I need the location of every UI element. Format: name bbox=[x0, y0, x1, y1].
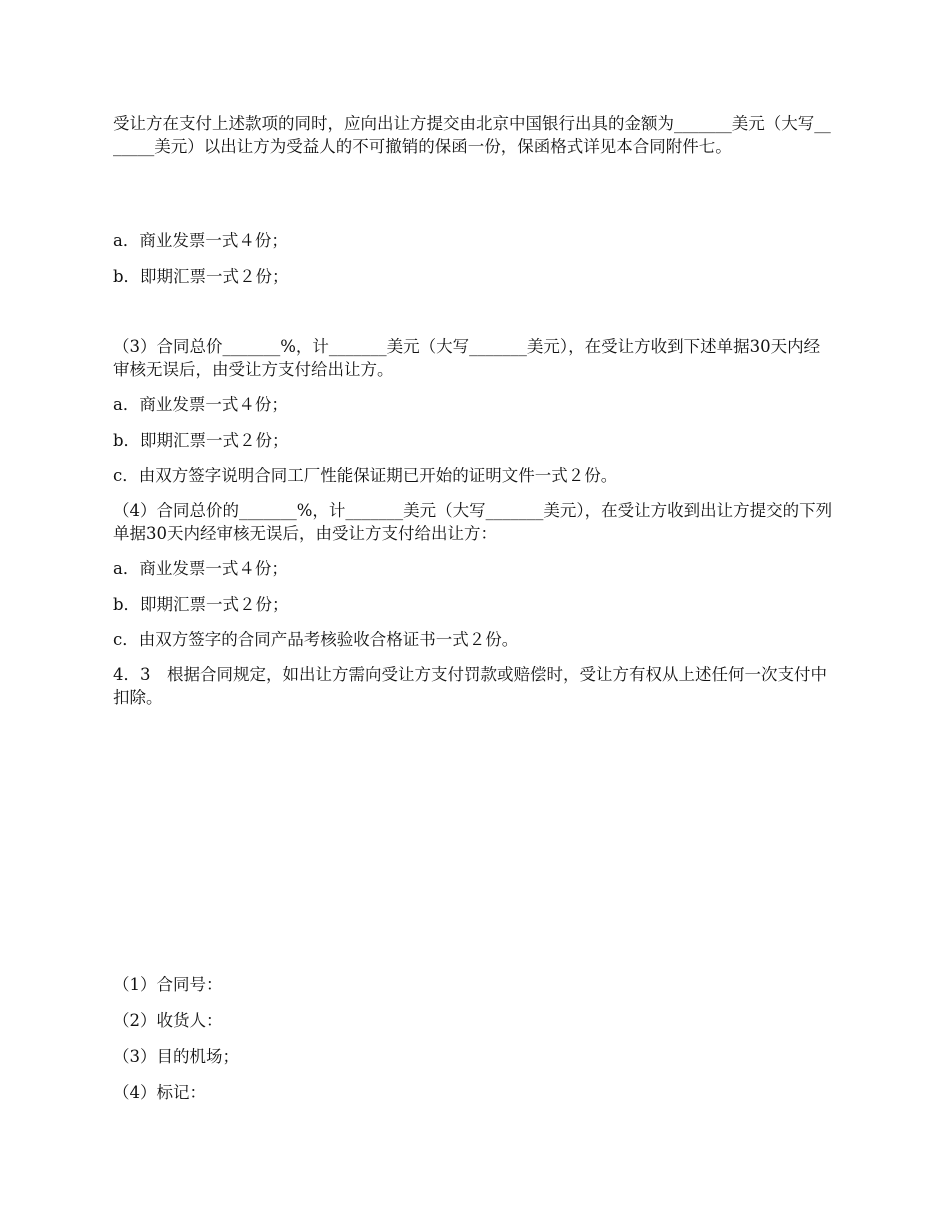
mark-label: （4）标记： bbox=[113, 1083, 206, 1102]
list-item-commercial-invoice: a．商业发票一式４份； bbox=[113, 231, 288, 250]
list-item-commercial-invoice: a．商业发票一式４份； bbox=[113, 395, 288, 414]
payment-clause-3: （3）合同总价_______%，计_______美元（大写_______美元），在受让方收到下述单据30天内经审核无误后，由受让方支付给出让方。 bbox=[113, 337, 821, 379]
section-4-3-paragraph: 4．3 根据合同规定，如出让方需向受让方支付罚款或赔偿时，受让方有权从上述任何一次支付中扣除。 bbox=[113, 665, 827, 707]
mark-consignee: （2）收货人： bbox=[113, 1011, 223, 1030]
list-item-sight-draft: b．即期汇票一式２份； bbox=[113, 267, 289, 286]
list-item-sight-draft: b．即期汇票一式２份； bbox=[113, 431, 289, 450]
list-item-sight-draft: b．即期汇票一式２份； bbox=[113, 595, 289, 614]
mark-contract-number: （1）合同号： bbox=[113, 975, 223, 994]
list-item-commercial-invoice: a．商业发票一式４份； bbox=[113, 559, 288, 578]
mark-destination-airport: （3）目的机场； bbox=[113, 1047, 239, 1066]
payment-clause-4: （4）合同总价的_______%，计_______美元（大写_______美元），在受让方收到出让方提交的下列单据30天内经审核无误后，由受让方支付给出让方： bbox=[113, 501, 833, 543]
guarantee-paragraph: 受让方在支付上述款项的同时，应向出让方提交由北京中国银行出具的金额为_______美元（大写_______美元）以出让方为受益人的不可撤销的保函一份，保函格式详见本合同附件七。 bbox=[113, 114, 831, 156]
list-item-acceptance-certificate: c．由双方签字的合同产品考核验收合格证书一式２份。 bbox=[113, 630, 519, 649]
list-item-guarantee-certificate: c．由双方签字说明合同工厂性能保证期已开始的证明文件一式２份。 bbox=[113, 466, 618, 485]
